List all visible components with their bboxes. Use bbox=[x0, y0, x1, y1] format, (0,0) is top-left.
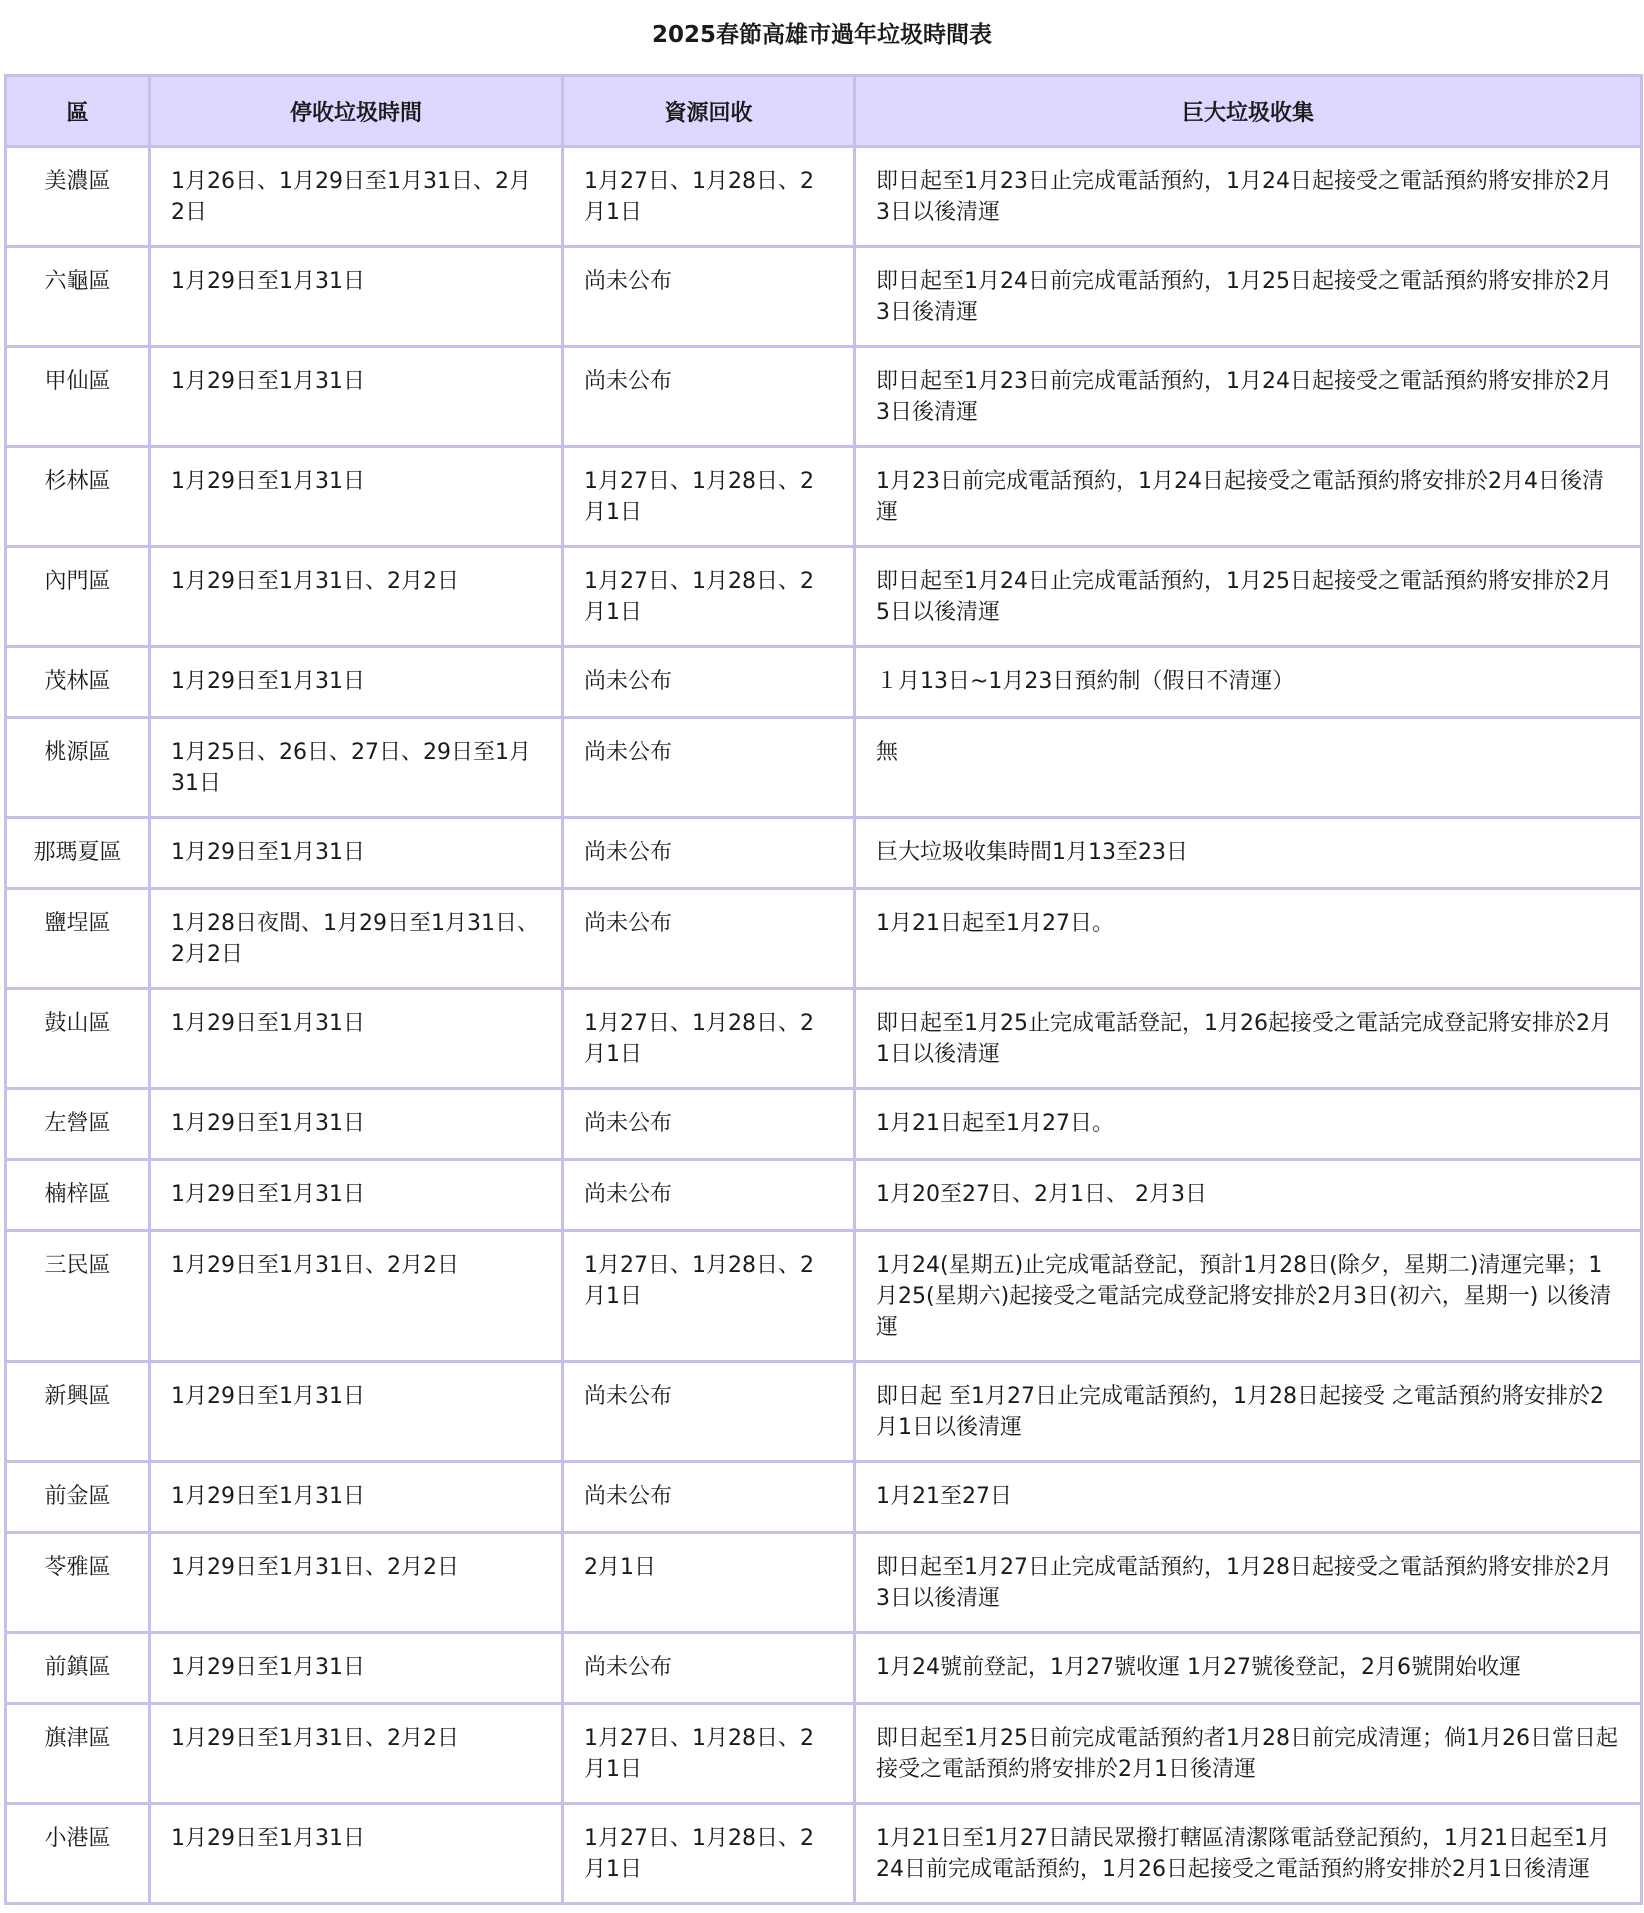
cell-bulky-waste: 即日起至1月23日前完成電話預約，1月24日起接受之電話預約將安排於2月3日後清運 bbox=[855, 347, 1642, 447]
cell-stop-collection: 1月29日至1月31日 bbox=[150, 647, 563, 718]
cell-district: 美濃區 bbox=[6, 147, 150, 247]
cell-recycling: 尚未公布 bbox=[563, 247, 855, 347]
cell-stop-collection: 1月29日至1月31日 bbox=[150, 1633, 563, 1704]
cell-recycling: 2月1日 bbox=[563, 1533, 855, 1633]
cell-bulky-waste: 即日起至1月27日止完成電話預約，1月28日起接受之電話預約將安排於2月3日以後清運 bbox=[855, 1533, 1642, 1633]
table-row bbox=[6, 1160, 1642, 1231]
header-stop-collection: 停收垃圾時間 bbox=[150, 76, 563, 147]
cell-bulky-waste: １月13日~1月23日預約制（假日不清運） bbox=[855, 647, 1642, 718]
table-row bbox=[6, 1633, 1642, 1704]
cell-bulky-waste: 1月20至27日、2月1日、 2月3日 bbox=[855, 1160, 1642, 1231]
cell-district: 內門區 bbox=[6, 547, 150, 647]
cell-district: 甲仙區 bbox=[6, 347, 150, 447]
cell-bulky-waste: 1月23日前完成電話預約，1月24日起接受之電話預約將安排於2月4日後清運 bbox=[855, 447, 1642, 547]
cell-stop-collection: 1月29日至1月31日 bbox=[150, 247, 563, 347]
table-row bbox=[6, 1704, 1642, 1804]
cell-bulky-waste: 1月21日至1月27日請民眾撥打轄區清潔隊電話登記預約，1月21日起至1月24日前完成電話預約，1月26日起接受之電話預約將安排於2月1日後清運 bbox=[855, 1804, 1642, 1904]
cell-recycling: 尚未公布 bbox=[563, 889, 855, 989]
table-row bbox=[6, 247, 1642, 347]
cell-district: 桃源區 bbox=[6, 718, 150, 818]
cell-stop-collection: 1月29日至1月31日、2月2日 bbox=[150, 547, 563, 647]
header-bulky-waste: 巨大垃圾收集 bbox=[855, 76, 1642, 147]
cell-stop-collection: 1月29日至1月31日 bbox=[150, 1362, 563, 1462]
cell-stop-collection: 1月29日至1月31日 bbox=[150, 1160, 563, 1231]
table-row bbox=[6, 447, 1642, 547]
cell-stop-collection: 1月29日至1月31日 bbox=[150, 347, 563, 447]
cell-stop-collection: 1月29日至1月31日 bbox=[150, 447, 563, 547]
cell-recycling: 尚未公布 bbox=[563, 1633, 855, 1704]
cell-recycling: 1月27日、1月28日、2月1日 bbox=[563, 1231, 855, 1362]
table-row bbox=[6, 547, 1642, 647]
table-row bbox=[6, 1362, 1642, 1462]
cell-bulky-waste: 無 bbox=[855, 718, 1642, 818]
cell-bulky-waste: 巨大垃圾收集時間1月13至23日 bbox=[855, 818, 1642, 889]
table-row bbox=[6, 147, 1642, 247]
cell-recycling: 1月27日、1月28日、2月1日 bbox=[563, 1804, 855, 1904]
cell-stop-collection: 1月28日夜間、1月29日至1月31日、2月2日 bbox=[150, 889, 563, 989]
cell-district: 小港區 bbox=[6, 1804, 150, 1904]
cell-district: 前鎮區 bbox=[6, 1633, 150, 1704]
cell-recycling: 尚未公布 bbox=[563, 647, 855, 718]
cell-stop-collection: 1月26日、1月29日至1月31日、2月2日 bbox=[150, 147, 563, 247]
cell-stop-collection: 1月29日至1月31日、2月2日 bbox=[150, 1533, 563, 1633]
table-row bbox=[6, 1533, 1642, 1633]
cell-recycling: 尚未公布 bbox=[563, 1160, 855, 1231]
cell-recycling: 尚未公布 bbox=[563, 1462, 855, 1533]
cell-stop-collection: 1月29日至1月31日 bbox=[150, 989, 563, 1089]
table-row bbox=[6, 647, 1642, 718]
table-row bbox=[6, 889, 1642, 989]
cell-stop-collection: 1月29日至1月31日、2月2日 bbox=[150, 1231, 563, 1362]
cell-recycling: 1月27日、1月28日、2月1日 bbox=[563, 147, 855, 247]
cell-district: 茂林區 bbox=[6, 647, 150, 718]
cell-bulky-waste: 即日起至1月23日止完成電話預約，1月24日起接受之電話預約將安排於2月3日以後清運 bbox=[855, 147, 1642, 247]
cell-district: 三民區 bbox=[6, 1231, 150, 1362]
cell-bulky-waste: 1月24(星期五)止完成電話登記，預計1月28日(除夕，星期二)清運完畢；1月25(星期六)起接受之電話完成登記將安排於2月3日(初六，星期一) 以後清運 bbox=[855, 1231, 1642, 1362]
cell-district: 杉林區 bbox=[6, 447, 150, 547]
cell-recycling: 1月27日、1月28日、2月1日 bbox=[563, 547, 855, 647]
cell-district: 六龜區 bbox=[6, 247, 150, 347]
header-recycling: 資源回收 bbox=[563, 76, 855, 147]
table-row bbox=[6, 347, 1642, 447]
cell-recycling: 尚未公布 bbox=[563, 1089, 855, 1160]
header-row bbox=[6, 76, 1642, 147]
cell-stop-collection: 1月29日至1月31日 bbox=[150, 818, 563, 889]
cell-district: 左營區 bbox=[6, 1089, 150, 1160]
cell-bulky-waste: 即日起 至1月27日止完成電話預約，1月28日起接受 之電話預約將安排於2月1日以後清運 bbox=[855, 1362, 1642, 1462]
cell-recycling: 1月27日、1月28日、2月1日 bbox=[563, 1704, 855, 1804]
cell-district: 那瑪夏區 bbox=[6, 818, 150, 889]
cell-bulky-waste: 即日起至1月25止完成電話登記，1月26起接受之電話完成登記將安排於2月1日以後清運 bbox=[855, 989, 1642, 1089]
cell-recycling: 尚未公布 bbox=[563, 818, 855, 889]
cell-stop-collection: 1月29日至1月31日 bbox=[150, 1089, 563, 1160]
table-row bbox=[6, 1804, 1642, 1904]
cell-recycling: 尚未公布 bbox=[563, 718, 855, 818]
cell-bulky-waste: 即日起至1月24日前完成電話預約，1月25日起接受之電話預約將安排於2月3日後清運 bbox=[855, 247, 1642, 347]
page-title: 2025春節高雄市過年垃圾時間表 bbox=[651, 22, 992, 48]
cell-stop-collection: 1月29日至1月31日 bbox=[150, 1462, 563, 1533]
cell-bulky-waste: 1月21日起至1月27日。 bbox=[855, 1089, 1642, 1160]
table-row bbox=[6, 1089, 1642, 1160]
table-row bbox=[6, 818, 1642, 889]
cell-district: 鼓山區 bbox=[6, 989, 150, 1089]
table-row bbox=[6, 1231, 1642, 1362]
cell-stop-collection: 1月25日、26日、27日、29日至1月31日 bbox=[150, 718, 563, 818]
table-row bbox=[6, 718, 1642, 818]
cell-bulky-waste: 1月21日起至1月27日。 bbox=[855, 889, 1642, 989]
cell-recycling: 1月27日、1月28日、2月1日 bbox=[563, 989, 855, 1089]
cell-district: 新興區 bbox=[6, 1362, 150, 1462]
cell-district: 楠梓區 bbox=[6, 1160, 150, 1231]
cell-bulky-waste: 即日起至1月24日止完成電話預約，1月25日起接受之電話預約將安排於2月5日以後清運 bbox=[855, 547, 1642, 647]
table-row bbox=[6, 1462, 1642, 1533]
cell-bulky-waste: 即日起至1月25日前完成電話預約者1月28日前完成清運；倘1月26日當日起接受之電話預約將安排於2月1日後清運 bbox=[855, 1704, 1642, 1804]
cell-district: 旗津區 bbox=[6, 1704, 150, 1804]
garbage-schedule-table bbox=[4, 74, 1643, 1905]
table-row bbox=[6, 989, 1642, 1089]
cell-bulky-waste: 1月21至27日 bbox=[855, 1462, 1642, 1533]
cell-bulky-waste: 1月24號前登記，1月27號收運 1月27號後登記，2月6號開始收運 bbox=[855, 1633, 1642, 1704]
header-district: 區 bbox=[6, 76, 150, 147]
cell-stop-collection: 1月29日至1月31日 bbox=[150, 1804, 563, 1904]
cell-district: 鹽埕區 bbox=[6, 889, 150, 989]
cell-recycling: 尚未公布 bbox=[563, 1362, 855, 1462]
cell-stop-collection: 1月29日至1月31日、2月2日 bbox=[150, 1704, 563, 1804]
cell-recycling: 尚未公布 bbox=[563, 347, 855, 447]
cell-district: 苓雅區 bbox=[6, 1533, 150, 1633]
cell-district: 前金區 bbox=[6, 1462, 150, 1533]
cell-recycling: 1月27日、1月28日、2月1日 bbox=[563, 447, 855, 547]
